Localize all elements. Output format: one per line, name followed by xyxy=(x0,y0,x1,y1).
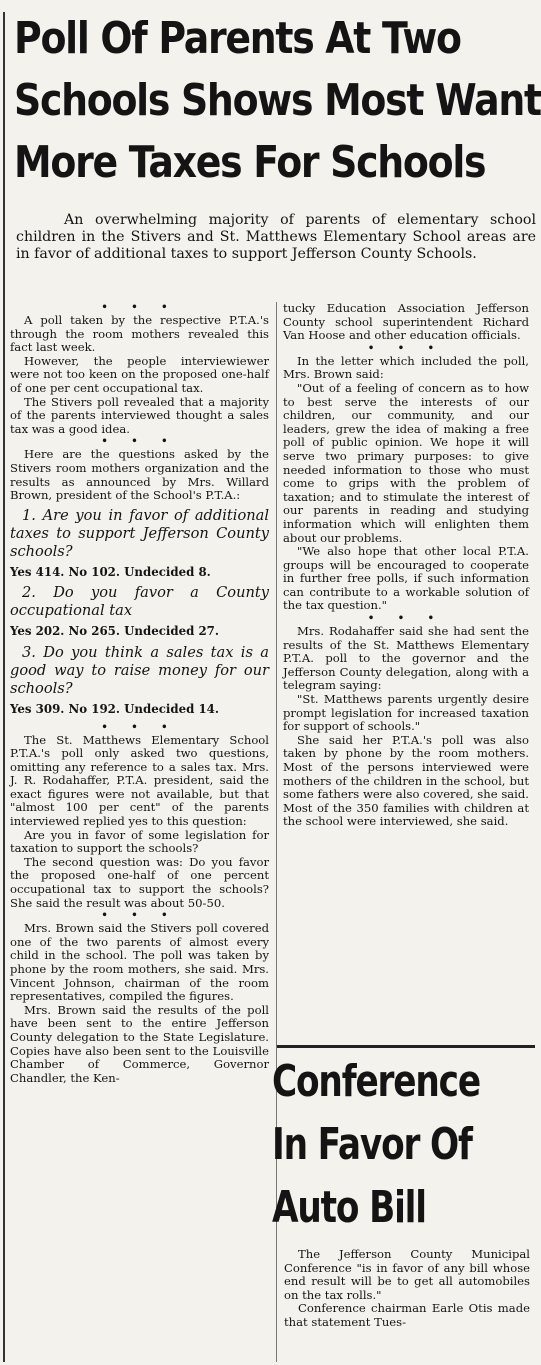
paragraph: Mrs. Brown said the Stivers poll covered one of the two parents of almost every child in the school. The poll was taken by phone by the room mothers, she said. Mrs. Vincent Johnson, chairman of the room representatives, compiled the figures. xyxy=(10,921,269,1004)
poll-question-3: 3. Do you think a sales tax is a good way to raise money for our schools? xyxy=(10,643,269,697)
poll-question-1: 1. Are you in favor of additional taxes to support Jefferson County schools? xyxy=(10,506,269,560)
article-column-1 xyxy=(10,302,269,1085)
paragraph: The second question was: Do you favor the proposed one-half of one percent occupational tax to support the schools? She said the result was about 50-50. xyxy=(10,854,269,910)
poll-answer-3: Yes 309. No 192. Undecided 14. xyxy=(10,701,220,716)
main-headline xyxy=(14,8,541,194)
headline-line-2: Schools Shows Most Want xyxy=(14,75,541,126)
headline2-line-1: Conference xyxy=(272,1056,480,1107)
separator: • • • xyxy=(101,436,178,448)
separator: • • • xyxy=(101,721,178,733)
paragraph: Mrs. Rodahaffer said she had sent the results of the St. Matthews Elementary P.T.A. poll to the governor and the Jefferson County delegation, along with a telegram saying: xyxy=(283,624,529,693)
paragraph: A poll taken by the respective P.T.A.'s through the room mothers revealed this fact last week. xyxy=(10,313,269,355)
poll-answer-2: Yes 202. No 265. Undecided 27. xyxy=(10,624,220,639)
second-headline xyxy=(272,1050,483,1239)
headline-line-1: Poll Of Parents At Two xyxy=(14,13,461,64)
separator: • • • xyxy=(367,342,445,354)
headline2-line-2: In Favor Of xyxy=(272,1119,472,1170)
paragraph: She said her P.T.A.'s poll was also taken by phone by the room mothers. Most of the persons interviewed were mothers of the children in the school, but some fathers were also covered, she said. Most of the 350 families with children at the school were interviewed, she said. xyxy=(283,732,529,829)
paragraph: "We also hope that other local P.T.A. groups will be encouraged to cooperate in further free polls, if such information can contribute to a workable solution of the tax question." xyxy=(283,544,529,613)
separator: • • • xyxy=(367,613,445,625)
paragraph: The Jefferson County Municipal Conference "is in favor of any bill whose end result will be to get all automobiles on the tax rolls." xyxy=(284,1247,530,1302)
article-column-2 xyxy=(283,302,529,829)
poll-question-2: 2. Do you favor a County occupational tax xyxy=(10,584,269,620)
separator: • • • xyxy=(101,910,178,922)
paragraph: The Stivers poll revealed that a majority of the parents interviewed thought a sales tax was a good idea. xyxy=(10,394,269,436)
paragraph: tucky Education Association Jefferson County school superintendent Richard Van Hoose and other education officials. xyxy=(283,301,529,343)
paragraph: Mrs. Brown said the results of the poll have been sent to the entire Jefferson County delegation to the State Legislature. Copies have also been sent to the Louisville Chamber of Commerce, Governor Chandler, the Ken- xyxy=(10,1002,269,1085)
separator: • • • xyxy=(101,302,178,313)
headline2-line-3: Auto Bill xyxy=(272,1182,426,1233)
paragraph: Are you in favor of some legislation for taxation to support the schools? xyxy=(10,827,269,856)
paragraph: In the letter which included the poll, Mrs. Brown said: xyxy=(283,353,529,382)
article-2-column xyxy=(284,1248,530,1330)
poll-answer-1: Yes 414. No 102. Undecided 8. xyxy=(10,564,211,579)
paragraph: "Out of a feeling of concern as to how to best serve the interests of our children, our community, and our leaders, grew the idea of making a free poll of public opinion. We hope it will serve two primary purposes: to give needed information to those who must come to grips with the problem of taxation; and to stimulate the interest of our parents in reading and studying information which will enlighten them about our problems. xyxy=(283,380,529,545)
paragraph: The St. Matthews Elementary School P.T.A.'s poll only asked two questions, omitting any reference to a sales tax. Mrs. J. R. Rodahaffer, P.T.A. president, said the exact figures were not available, but that "almost 100 per cent" of the parents interviewed replied yes to this question: xyxy=(10,732,269,829)
headline-line-3: More Taxes For Schools xyxy=(14,137,486,188)
paragraph: However, the people interviewiewer were not too keen on the proposed one-half of one per cent occupational tax. xyxy=(10,353,269,395)
article-divider xyxy=(277,1045,535,1048)
left-column-rule xyxy=(3,12,5,1362)
paragraph: "St. Matthews parents urgently desire prompt legislation for increased taxation for support of schools." xyxy=(283,692,529,734)
paragraph: Conference chairman Earle Otis made that statement Tues- xyxy=(284,1301,530,1329)
paragraph: Here are the questions asked by the Stivers room mothers organization and the results as announced by Mrs. Willard Brown, president of the School's P.T.A.: xyxy=(10,447,269,503)
lead-paragraph: An overwhelming majority of parents of elementary school children in the Stivers and St. Matthews Elementary School areas are in favor of additional taxes to support Jefferson County Schools. xyxy=(16,212,536,262)
